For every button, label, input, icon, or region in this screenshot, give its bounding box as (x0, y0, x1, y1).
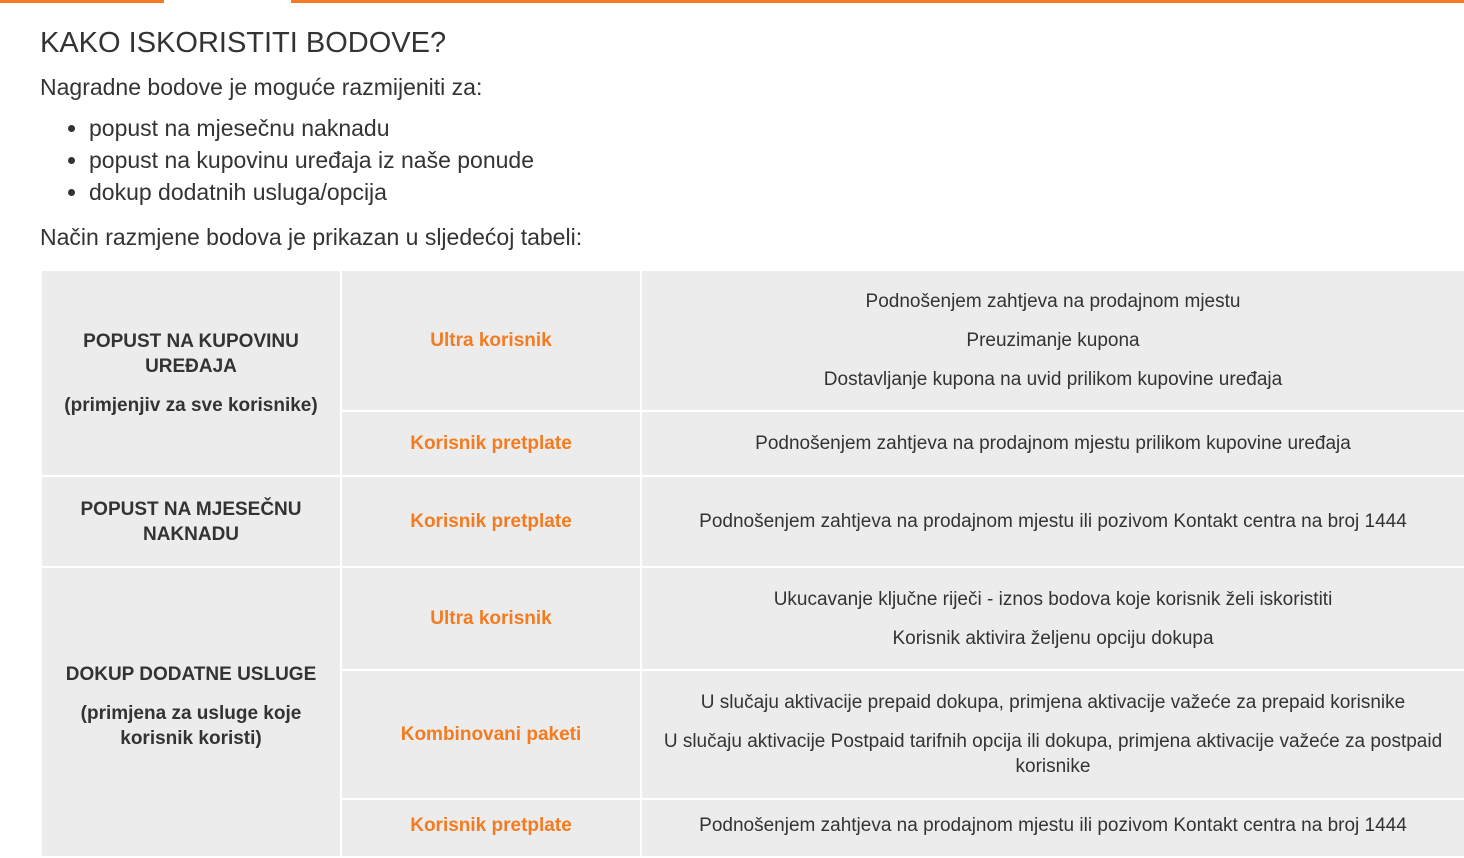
category-title: POPUST NA MJESEČNU NAKNADU (80, 498, 302, 545)
description-cell (641, 670, 1464, 799)
points-exchange-table (40, 269, 1464, 858)
user-type-cell: Korisnik pretplate (341, 411, 641, 476)
user-type-cell: Korisnik pretplate (341, 476, 641, 567)
description-line: Podnošenjem zahtjeva na prodajnom mjestu ili pozivom Kontakt centra na broj 1444 (699, 815, 1407, 836)
description-line: U slučaju aktivacije prepaid dokupa, primjena aktivacije važeće za prepaid korisnike (700, 692, 1406, 713)
page-title: KAKO ISKORISTITI BODOVE? (40, 27, 447, 59)
category-cell-device-discount (41, 270, 341, 476)
description-line: Podnošenjem zahtjeva na prodajnom mjestu (865, 291, 1241, 312)
list-item: • popust na mjesečnu naknadu (89, 112, 1464, 144)
table-row (41, 270, 1464, 411)
description-line: U slučaju aktivacije Postpaid tarifnih opcija ili dokupa, primjena aktivacije važeće za postpaid korisnike (663, 731, 1443, 777)
table-row (41, 567, 1464, 670)
table-row (41, 476, 1464, 567)
category-subtitle: (primjenjiv za sve korisnike) (64, 394, 318, 416)
description-line: Korisnik aktivira željenu opciju dokupa (892, 627, 1214, 649)
description-line: Podnošenjem zahtjeva na prodajnom mjestu ili pozivom Kontakt centra na broj 1444 (699, 511, 1407, 532)
description-line: Preuzimanje kupona (966, 330, 1140, 351)
description-line: Dostavljanje kupona na uvid prilikom kupovine uređaja (823, 369, 1283, 390)
description-cell (641, 411, 1464, 476)
category-title: DOKUP DODATNE USLUGE (65, 664, 317, 685)
description-cell (641, 476, 1464, 567)
active-tab-indicator (164, 0, 291, 3)
category-cell-extra-services (41, 567, 341, 857)
description-cell (641, 799, 1464, 857)
main-content (40, 24, 1464, 836)
user-type-cell: Kombinovani paketi (341, 670, 641, 799)
options-list (40, 112, 1464, 208)
user-type-cell: Ultra korisnik (341, 567, 641, 670)
category-title: POPUST NA KUPOVINU UREĐAJA (83, 330, 299, 377)
intro-text: Nagradne bodove je moguće razmijeniti za: (40, 74, 483, 100)
category-cell-monthly-discount (41, 476, 341, 567)
user-type-cell: Korisnik pretplate (341, 799, 641, 857)
description-line: Ukucavanje ključne riječi - iznos bodova koje korisnik želi iskoristiti (773, 588, 1333, 610)
description-cell (641, 567, 1464, 670)
list-item: • popust na kupovinu uređaja iz naše ponude (89, 144, 1464, 176)
list-item: • dokup dodatnih usluga/opcija (89, 176, 1464, 208)
table-intro-text: Način razmjene bodova je prikazan u sljedećoj tabeli: (40, 224, 583, 250)
user-type-cell: Ultra korisnik (341, 270, 641, 411)
category-subtitle: (primjena za usluge koje korisnik koristi) (80, 703, 302, 749)
description-line: Podnošenjem zahtjeva na prodajnom mjestu prilikom kupovine uređaja (755, 433, 1351, 454)
description-cell (641, 270, 1464, 411)
